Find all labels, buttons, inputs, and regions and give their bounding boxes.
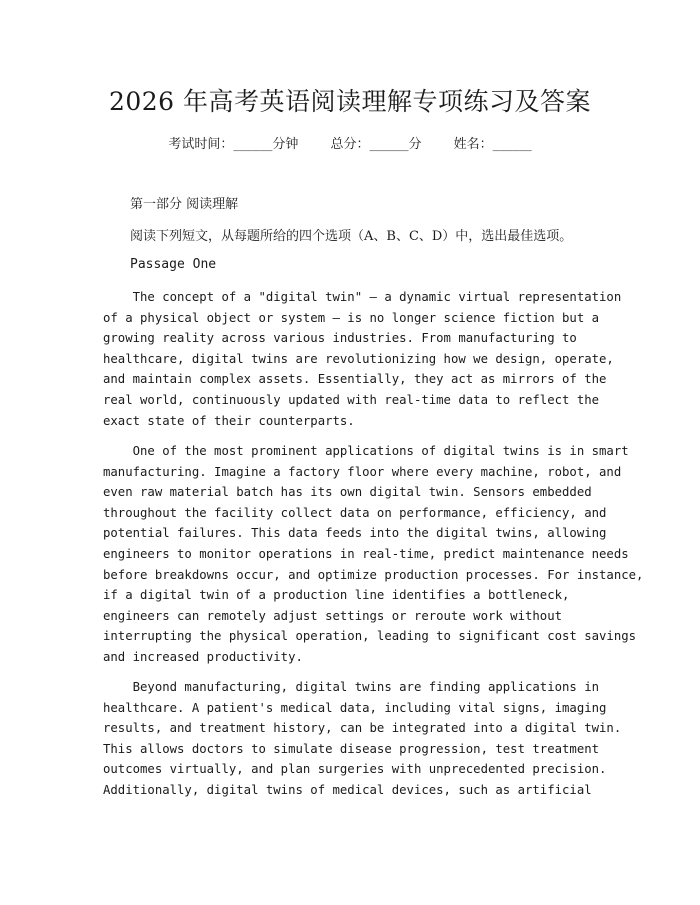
instructions: 阅读下列短文，从每题所给的四个选项（A、B、C、D）中，选出最佳选项。 — [130, 229, 573, 244]
passage-title: Passage One — [130, 257, 217, 272]
section-heading: 第一部分 阅读理解 — [130, 197, 239, 212]
paragraph: Beyond manufacturing, digital twins are finding applications in healthcare. A patient's medical data, including vital signs, imaging results, and treatment history, can be integrated into a digital twin. This allows doctors to simulate disease progression, test treatment outcomes virtually, and plan surgeries with unprecedented precision. Additionally, digital twins of medical devices, such as artificial — [103, 680, 622, 797]
paragraph: The concept of a "digital twin" – a dynamic virtual representation of a physical object or system – is no longer science fiction but a growing reality across various industries. From manufacturing to healthcare, digital twins are revolutionizing how we design, operate, and maintain complex assets. Essentially, they act as mirrors of the real world, continuously updated with real-time data to reflect the exact state of their counterparts. — [103, 290, 622, 428]
document-title: 2026 年高考英语阅读理解专项练习及答案 — [108, 87, 592, 116]
paragraph: One of the most prominent applications of digital twins is in smart manufacturing. Imagine a factory floor where every machine, robot, and even raw material batch has its own digital twin. Sensors embedded throughout the facility collect data on performance, efficiency, and potential failures. This data feeds into the digital twins, allowing engineers to monitor operations in real-time, predict maintenance needs before breakdowns occur, and optimize production processes. For instance, if a digital twin of a production line identifies a bottleneck, engineers can remotely adjust settings or reroute work without interrupting the physical operation, leading to significant cost savings and increased productivity. — [103, 444, 644, 664]
student-name-field: 姓名：______ — [453, 137, 532, 152]
total-score-field: 总分：______分 — [330, 137, 422, 152]
exam-meta — [0, 133, 700, 152]
exam-time-field: 考试时间：______分钟 — [168, 137, 299, 152]
